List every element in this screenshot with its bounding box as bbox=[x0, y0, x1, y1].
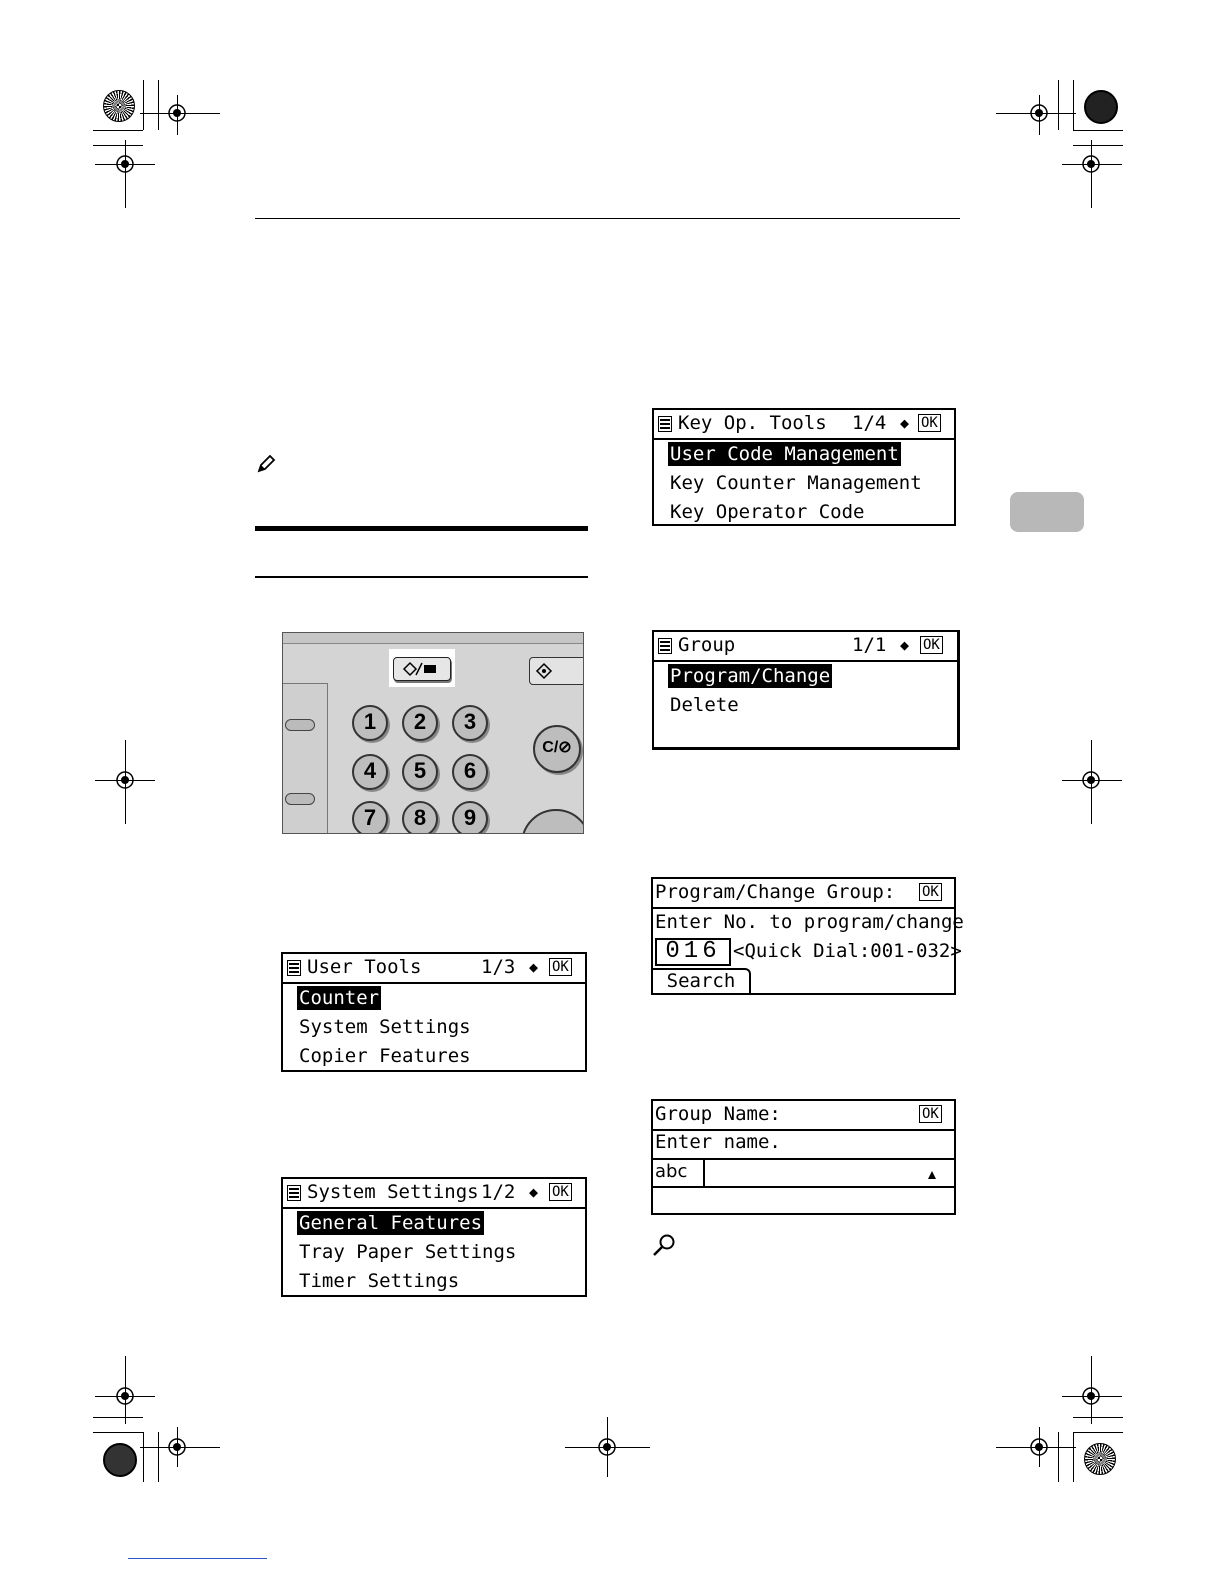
quick-dial-range: <Quick Dial:001-032> bbox=[733, 940, 962, 962]
menu-item-system-settings[interactable]: System Settings bbox=[299, 1016, 471, 1038]
up-down-arrow-icon[interactable]: ◆ bbox=[900, 636, 910, 654]
lcd-prompt: Enter No. to program/change bbox=[655, 911, 964, 933]
group-name-input[interactable] bbox=[707, 1160, 953, 1186]
registration-mark-icon bbox=[1029, 103, 1049, 123]
menu-item-general-features[interactable]: General Features bbox=[299, 1212, 483, 1234]
registration-mark-icon bbox=[115, 1386, 135, 1406]
lcd-program-change-group bbox=[651, 877, 964, 995]
numeric-key-8[interactable]: 8 bbox=[402, 801, 438, 834]
cursor-up-arrow-icon bbox=[928, 1171, 936, 1179]
color-rosette-icon bbox=[1084, 90, 1118, 124]
registration-mark-icon bbox=[1029, 1437, 1049, 1457]
search-button[interactable]: Search bbox=[653, 968, 751, 993]
ok-button[interactable]: OK bbox=[918, 414, 941, 432]
start-key[interactable] bbox=[521, 809, 584, 834]
registration-mark-icon bbox=[167, 1437, 187, 1457]
ok-button[interactable]: OK bbox=[920, 636, 943, 654]
color-rosette-icon bbox=[1084, 1443, 1116, 1475]
ok-button[interactable]: OK bbox=[919, 883, 942, 901]
user-tools-counter-key[interactable] bbox=[393, 657, 451, 681]
lcd-page-indicator: 1/1 bbox=[852, 634, 887, 656]
lcd-title: Group Name: bbox=[655, 1103, 781, 1125]
ok-button[interactable]: OK bbox=[549, 1183, 572, 1201]
input-row-divider bbox=[653, 1186, 954, 1188]
menu-item-delete[interactable]: Delete bbox=[670, 694, 739, 716]
note-pencil-icon bbox=[256, 454, 276, 474]
numeric-key-1[interactable]: 1 bbox=[352, 705, 388, 741]
control-panel-illustration bbox=[282, 632, 584, 834]
lcd-group-name bbox=[651, 1099, 956, 1215]
numeric-key-7[interactable]: 7 bbox=[352, 801, 388, 834]
ok-button[interactable]: OK bbox=[549, 958, 572, 976]
registration-mark-icon bbox=[597, 1437, 617, 1457]
numeric-key-2[interactable]: 2 bbox=[402, 705, 438, 741]
up-down-arrow-icon[interactable]: ◆ bbox=[900, 414, 910, 432]
menu-list-icon bbox=[658, 638, 672, 654]
lcd-system-settings bbox=[281, 1177, 587, 1297]
menu-list-icon bbox=[287, 960, 301, 976]
registration-mark-icon bbox=[1081, 770, 1101, 790]
lcd-prompt: Enter name. bbox=[655, 1131, 781, 1153]
lcd-key-op-tools bbox=[652, 408, 956, 526]
numeric-key-3[interactable]: 3 bbox=[452, 705, 488, 741]
section-rule-thin bbox=[255, 576, 588, 578]
registration-mark-icon bbox=[115, 154, 135, 174]
registration-mark-icon bbox=[1081, 1386, 1101, 1406]
menu-list-icon bbox=[287, 1185, 301, 1201]
start-mode-key[interactable] bbox=[529, 657, 584, 685]
menu-item-key-counter-management[interactable]: Key Counter Management bbox=[670, 472, 922, 494]
clear-stop-key[interactable]: C/⊘ bbox=[533, 725, 581, 773]
numeric-key-5[interactable]: 5 bbox=[402, 754, 438, 790]
lcd-user-tools bbox=[281, 952, 587, 1072]
input-mode-label: abc bbox=[655, 1160, 705, 1186]
lcd-title: User Tools bbox=[307, 956, 422, 978]
lcd-page-indicator: 1/2 bbox=[481, 1181, 516, 1203]
menu-item-user-code-management[interactable]: User Code Management bbox=[670, 443, 899, 465]
menu-item-counter[interactable]: Counter bbox=[299, 987, 380, 1009]
lcd-group bbox=[652, 630, 960, 750]
lcd-title: System Settings bbox=[307, 1181, 479, 1203]
lcd-title: Group bbox=[678, 634, 736, 656]
menu-item-timer-settings[interactable]: Timer Settings bbox=[299, 1270, 460, 1292]
numeric-key-4[interactable]: 4 bbox=[352, 754, 388, 790]
color-rosette-icon bbox=[103, 1443, 137, 1477]
menu-item-program-change[interactable]: Program/Change bbox=[670, 665, 831, 687]
lcd-title: Key Op. Tools bbox=[678, 412, 827, 434]
numeric-key-9[interactable]: 9 bbox=[452, 801, 488, 834]
registration-mark-icon bbox=[1081, 154, 1101, 174]
lcd-title: Program/Change Group: bbox=[655, 881, 896, 903]
registration-mark-icon bbox=[167, 103, 187, 123]
chapter-thumb-tab bbox=[1010, 492, 1084, 532]
footer-link-underline[interactable] bbox=[128, 1558, 267, 1559]
color-rosette-icon bbox=[103, 90, 135, 122]
menu-item-key-operator-code[interactable]: Key Operator Code bbox=[670, 501, 865, 523]
reference-magnifier-icon bbox=[651, 1232, 677, 1258]
lcd-page-indicator: 1/3 bbox=[481, 956, 516, 978]
header-rule bbox=[255, 218, 960, 219]
lcd-page-indicator: 1/4 bbox=[852, 412, 887, 434]
quick-dial-number-input[interactable]: 016 bbox=[655, 938, 731, 966]
numeric-key-6[interactable]: 6 bbox=[452, 754, 488, 790]
section-rule-thick bbox=[255, 526, 588, 531]
menu-item-copier-features[interactable]: Copier Features bbox=[299, 1045, 471, 1067]
up-down-arrow-icon[interactable]: ◆ bbox=[529, 958, 539, 976]
ok-button[interactable]: OK bbox=[919, 1105, 942, 1123]
menu-item-tray-paper-settings[interactable]: Tray Paper Settings bbox=[299, 1241, 517, 1263]
up-down-arrow-icon[interactable]: ◆ bbox=[529, 1183, 539, 1201]
menu-list-icon bbox=[658, 416, 672, 432]
registration-mark-icon bbox=[115, 770, 135, 790]
